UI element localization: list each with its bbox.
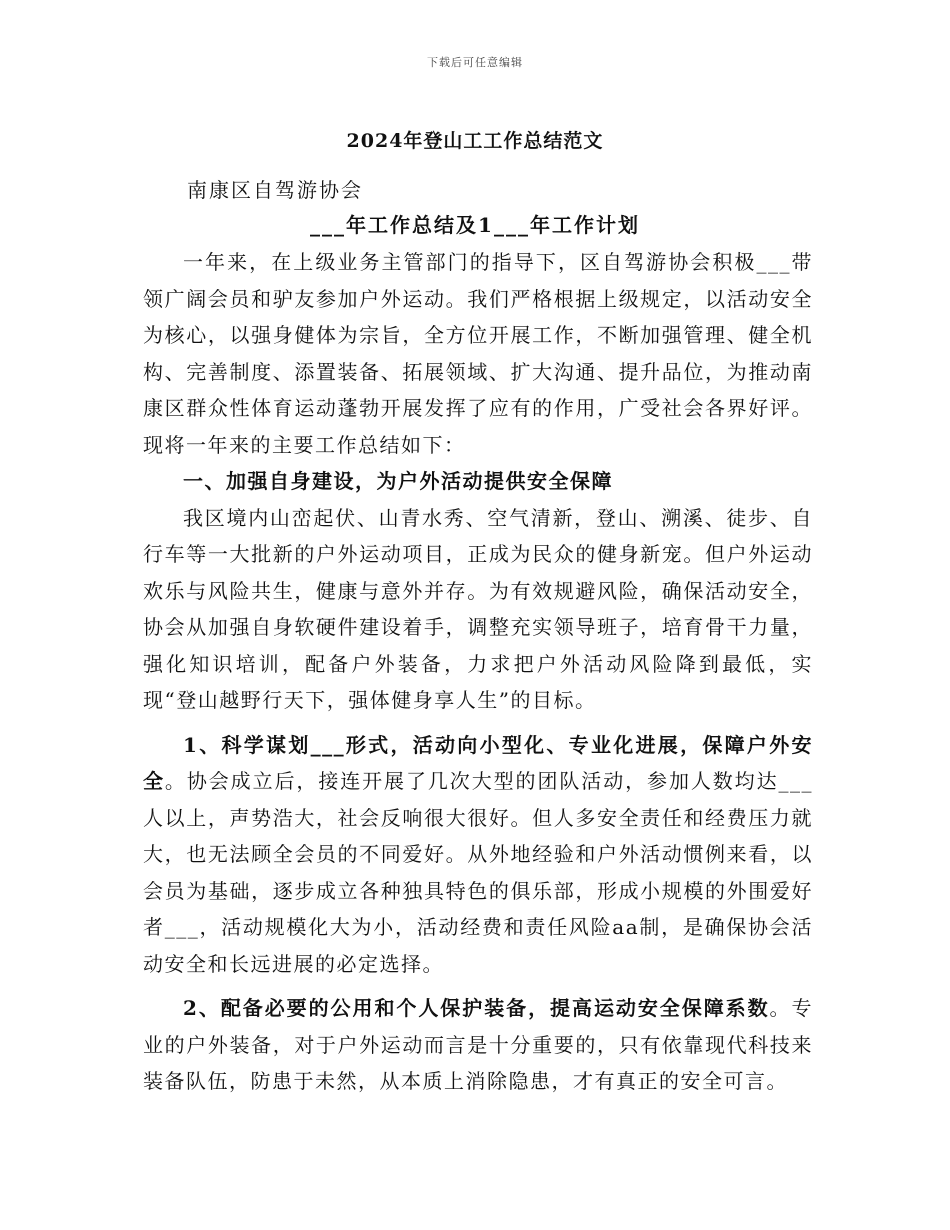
item-1-paragraph: [143, 727, 813, 983]
item-2-lead: 2、配备必要的公用和个人保护装备，提高运动安全保障系数: [183, 996, 770, 1020]
section-1-paragraph: 我区境内山峦起伏、山青水秀、空气清新，登山、溯溪、徒步、自行车等一大批新的户外运动项目，正成为民众的健身新宠。但户外运动欢乐与风险共生，健康与意外并存。为有效规避风险，确保活动安全，协会从加强自身软硬件建设着手，调整充实领导班子，培育骨干力量，强化知识培训，配备户外装备，力求把户外活动风险降到最低，实现“登山越野行天下，强体健身享人生”的目标。: [143, 505, 813, 712]
document-body: [143, 244, 813, 1100]
item-1-body: 。协会成立后，接连开展了几次大型的团队活动，参加人数均达___人以上，声势浩大，社会反响很大很好。但人多安全责任和经费压力就大，也无法顾全会员的不同爱好。从外地经验和户外活动惯例来看，以会员为基础，逐步成立各种独具特色的俱乐部，形成小规模的外围爱好者___，活动规模化大为小，活动经费和责任风险aa制，是确保协会活动安全和长远进展的必定选择。: [143, 769, 814, 976]
item-2-paragraph: [143, 990, 813, 1100]
document-title: 2024年登山工工作总结范文: [346, 130, 604, 152]
intro-paragraph: 一年来，在上级业务主管部门的指导下，区自驾游协会积极___带领广阔会员和驴友参加户外运动。我们严格根据上级规定，以活动安全为核心，以强身健体为宗旨，全方位开展工作，不断加强管理、健全机构、完善制度、添置装备、拓展领域、扩大沟通、提升品位，为推动南康区群众性体育运动蓬勃开展发挥了应有的作用，广受社会各界好评。现将一年来的主要工作总结如下：: [143, 250, 813, 457]
item-2-body: 。专业的户外装备，对于户外运动而言是十分重要的，只有依靠现代科技来装备队伍，防患于未然，从本质上消除隐患，才有真正的安全可言。: [143, 996, 813, 1093]
document-subtitle: ___年工作总结及1___年工作计划: [310, 213, 640, 237]
item-1-lead: 1、科学谋划___形式，活动向小型化、专业化进展，保障户外安全: [143, 732, 813, 793]
section-1-heading: 一、加强自身建设，为户外活动提供安全保障: [183, 469, 613, 493]
header-note: 下载后可任意编辑: [427, 56, 523, 69]
organization-name: 南康区自驾游协会: [187, 178, 363, 202]
